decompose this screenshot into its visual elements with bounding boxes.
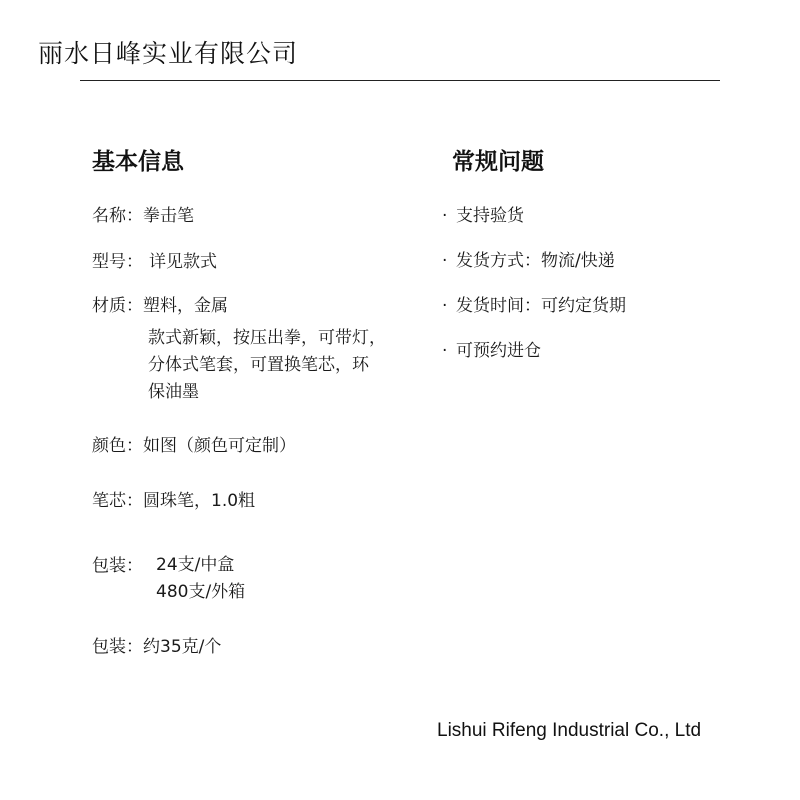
faq-item [442, 248, 615, 274]
faq-item-text: 发货时间：可约定货期 [456, 296, 626, 316]
packing-values [156, 552, 245, 606]
refill-value: 圆珠笔，1.0粗 [143, 491, 256, 511]
model-label: 型号： [92, 252, 143, 272]
material-description [148, 325, 386, 406]
weight-label: 包装： [92, 637, 143, 657]
name-value: 拳击笔 [143, 206, 194, 226]
refill-row [92, 488, 255, 514]
company-english-name: Lishui Rifeng Industrial Co., Ltd [437, 720, 702, 741]
packing-value: 24支/中盒 [156, 555, 235, 575]
description-line: 保油墨 [148, 382, 199, 402]
refill-label: 笔芯： [92, 491, 143, 511]
model-row [92, 249, 217, 275]
faq-item-text: 发货方式：物流/快递 [456, 251, 615, 271]
bullet-icon: · [442, 341, 448, 361]
weight-row [92, 634, 221, 660]
material-label: 材质： [92, 296, 143, 316]
faq-heading: 常规问题 [452, 149, 544, 175]
basic-info-heading: 基本信息 [92, 149, 184, 175]
header-divider [80, 80, 720, 81]
model-value: 详见款式 [149, 252, 217, 272]
bullet-icon: · [442, 206, 448, 226]
material-row [92, 293, 228, 319]
name-row [92, 203, 194, 229]
color-label: 颜色： [92, 436, 143, 456]
packing-row [92, 553, 143, 579]
color-row [92, 433, 296, 459]
faq-item [442, 203, 524, 229]
bullet-icon: · [442, 296, 448, 316]
material-value: 塑料，金属 [143, 296, 228, 316]
company-title: 丽水日峰实业有限公司 [38, 39, 299, 68]
packing-label: 包装： [92, 556, 143, 576]
bullet-icon: · [442, 251, 448, 271]
name-label: 名称： [92, 206, 143, 226]
description-line: 款式新颖，按压出拳，可带灯， [148, 328, 386, 348]
faq-item-text: 可预约进仓 [456, 341, 541, 361]
weight-value: 约35克/个 [143, 637, 222, 657]
color-value: 如图（颜色可定制） [143, 436, 296, 456]
description-line: 分体式笔套，可置换笔芯，环 [148, 355, 369, 375]
faq-item-text: 支持验货 [456, 206, 524, 226]
faq-item [442, 338, 541, 364]
faq-item [442, 293, 626, 319]
packing-value: 480支/外箱 [156, 582, 246, 602]
